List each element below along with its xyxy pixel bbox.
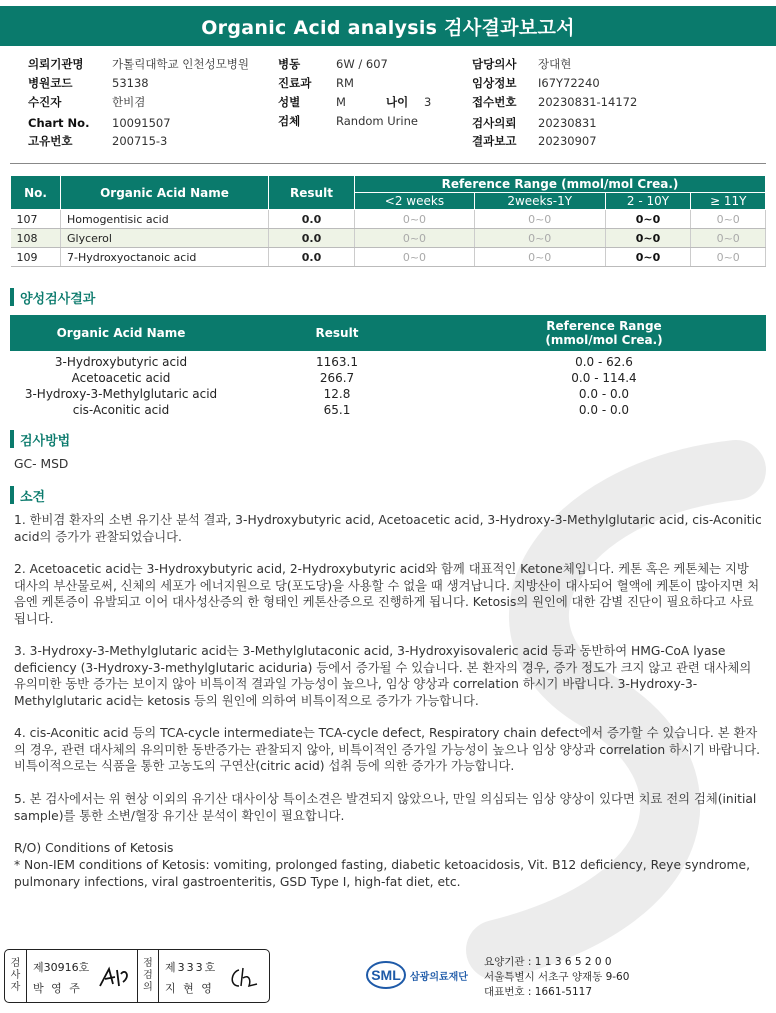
table-row: Acetoacetic acid 266.7 0.0 - 114.4	[71, 371, 637, 385]
section-marker	[10, 486, 14, 504]
sml-logo	[366, 953, 476, 996]
finding-paragraph: 1. 한비겸 환자의 소변 유기산 분석 결과, 3-Hydroxybutyric acid, Acetoacetic acid, 3-Hydroxy-3-Methylglutaric acid, cis-Aconitic acid의 증가가 관찰되었습니다.	[14, 513, 762, 544]
divider	[10, 163, 766, 164]
section-marker	[10, 430, 14, 448]
acid-table	[10, 175, 766, 267]
section-heading-positive: 양성검사결과	[10, 287, 95, 307]
ro-title: R/O) Conditions of Ketosis	[14, 841, 174, 855]
table-row: 107 Homogentisic acid 0.0 0~0 0~0 0~0 0~0	[11, 210, 766, 229]
footer	[0, 945, 776, 1005]
col-header-ref: Reference Range (mmol/mol Crea.)	[442, 315, 766, 351]
col-header-name: Organic Acid Name	[10, 315, 232, 351]
ro-text: * Non-IEM conditions of Ketosis: vomiting, prolonged fasting, diabetic ketoacidosis, Vit. B12 deficiency, Reye syndrome, pulmonary infections, viral gastroenteritis, GSD Type I, high-fat diet, etc.	[14, 858, 750, 889]
reviewer-label: 점 검 의	[137, 950, 159, 1002]
checker-signature	[97, 964, 133, 992]
section-marker	[10, 288, 14, 306]
table-row: cis-Aconitic acid 65.1 0.0 - 0.0	[72, 403, 630, 417]
subheader-range: 2 - 10Y	[605, 193, 691, 210]
table-row: 108 Glycerol 0.0 0~0 0~0 0~0 0~0	[11, 229, 766, 248]
org-name: 삼광의료재단	[410, 972, 468, 983]
col-header-result: Result	[232, 315, 442, 351]
finding-paragraph: 5. 본 검사에서는 위 현상 이외의 유기산 대사이상 특이소견은 발견되지 않았으나, 만일 의심되는 임상 양상이 있다면 치료 전의 검체(initial sample)를 통한 소변/혈장 유기산 분석이 확인이 필요합니다.	[14, 792, 757, 823]
method-value: GC- MSD	[14, 457, 69, 471]
section-heading-method: 검사방법	[10, 429, 70, 449]
reviewer-number: 제333호	[165, 961, 218, 974]
sml-logo-icon	[366, 953, 476, 993]
signature-box	[4, 949, 270, 1003]
finding-paragraph: 2. Acetoacetic acid는 3-Hydroxybutyric acid, 2-Hydroxybutyric acid와 함께 대표적인 Ketone체입니다. 케톤 혹은 케톤체는 지방 대사의 부산물로써, 신체의 세포가 에너지원으로 당(포도당)을 사용할 수 없을 때 생겨납니다. 지방산이 대사되어 혈액에 케톤이 많아지면 처음엔 케톤증이 유발되고 이어 대사성산증의 한 형태인 케톤산증으로 진행하게 됩니다. Ketosis의 원인에 대한 감별 진단이 필요하다고 사료됩니다.	[14, 562, 760, 626]
checker-name: 박 영 주	[33, 982, 82, 995]
col-header-name: Organic Acid Name	[61, 176, 269, 210]
checker-number: 제30916호	[33, 961, 90, 974]
col-header-no: No.	[11, 176, 61, 210]
org-logo-text: SML	[371, 967, 401, 983]
reviewer-name: 지 현 영	[165, 982, 214, 995]
col-header-ref: Reference Range (mmol/mol Crea.)	[355, 176, 766, 193]
col-header-result: Result	[269, 176, 355, 210]
finding-paragraph: 4. cis-Aconitic acid 등의 TCA-cycle intermediate는 TCA-cycle defect, Respiratory chain defect에서 증가할 수 있습니다. 본 환자의 경우, 관련 대사체의 유의미한 동반증가는 관찰되지 않아, 비특이적인 증가일 가능성이 높으나 임상 양상과 correlation 하시기 바랍니다. 비특이적으로는 식품을 통한 고농도의 구연산(citric acid) 섭취 등에 의한 증가가 가능합니다.	[14, 726, 761, 773]
table-row: 109 7-Hydroxyoctanoic acid 0.0 0~0 0~0 0~0 0~0	[11, 248, 766, 267]
checker-label: 검 사 자	[5, 950, 27, 1002]
finding-paragraph: 3. 3-Hydroxy-3-Methylglutaric acid는 3-Methylglutaconic acid, 3-Hydroxyisovaleric acid 등과 동반하여 HMG-CoA lyase deficiency (3-Hydroxy-3-methylglutaric aciduria) 등에서 증가될 수 있습니다. 본 환자의 경우, 증가 정도가 크지 않고 관련 대사체의 유의미한 동반 증가는 보이지 않아 비특이적 결과일 가능성이 높으나, 임상 양상과 correlation 하시기 바랍니다. 3-Hydroxy-3-Methylglutaric acid는 ketosis 등의 원인에 의하여 비특이적으로 증가가 가능합니다.	[14, 644, 752, 708]
positive-table	[10, 315, 766, 418]
table-row: 3-Hydroxybutyric acid 1163.1 0.0 - 62.6	[54, 355, 633, 369]
table-row: 3-Hydroxy-3-Methylglutaric acid 12.8 0.0 - 0.0	[24, 387, 630, 401]
subheader-range: <2 weeks	[355, 193, 475, 210]
reviewer-signature	[227, 964, 263, 992]
subheader-range: ≥ 11Y	[691, 193, 766, 210]
subheader-range: 2weeks-1Y	[474, 193, 605, 210]
age-value: 3	[424, 95, 432, 109]
age-label: 나이	[386, 95, 409, 109]
section-heading-findings: 소견	[10, 485, 45, 505]
org-info: 요양기관 : 1 1 3 6 5 2 0 0 서울특별시 서초구 양재동 9-60 대표번호 : 1661-5117	[484, 956, 630, 998]
report-title: Organic Acid analysis 검사결과보고서	[0, 6, 776, 46]
patient-info: 의뢰기관명 가톨릭대학교 인천성모병원 병원코드 53138 수진자 한비겸 Chart No. 10091507 고유번호 200715-3 병동 6W / 607 진료과 RM 성별 M 나이 3 검체 Random Urine 담당의사 장대현 임상정보 I67Y72240 접수번호 20230831-14172 검사의뢰 20230831 결과보고 20230907	[28, 57, 638, 148]
